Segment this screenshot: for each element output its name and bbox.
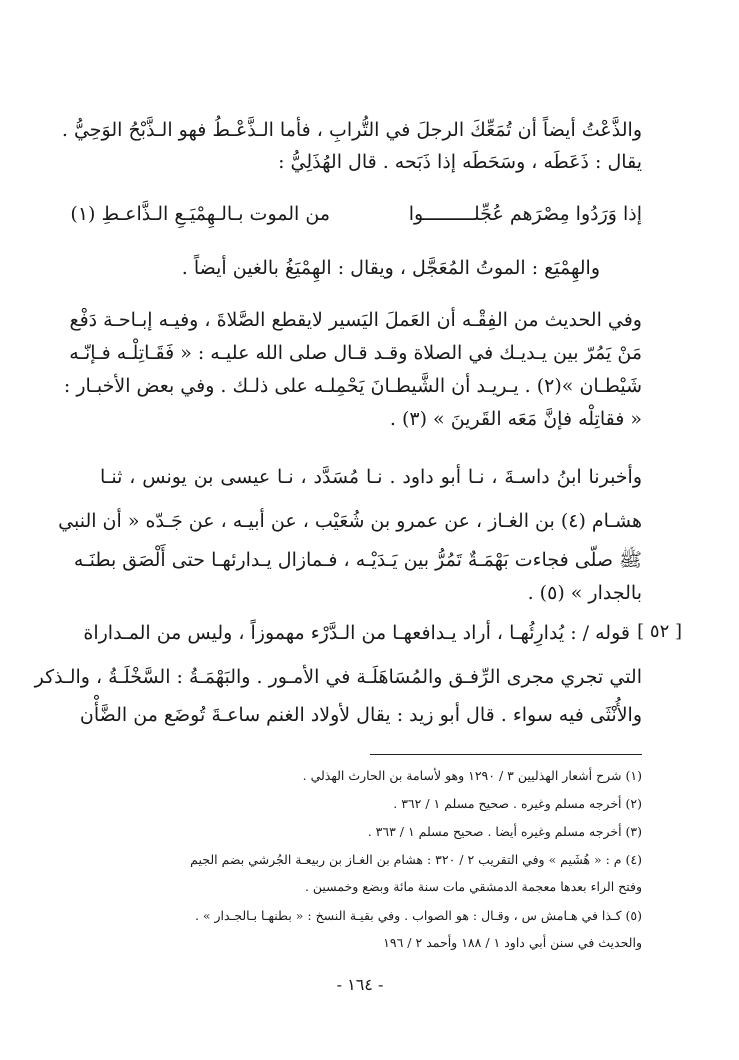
page-number: - ١٦٤ - [336, 975, 384, 994]
text-line-5: مَنْ يَمُرّ بين يـديـك في الصلاة وقـد قـال صلى الله عليـه : « فَقَـاتِلْـه فـإنّـه [69, 342, 642, 364]
text-line-3: والهِمْيَع : الموتُ المُعَجَّل ، ويقال : الهِمْيَغُ بالغين أيضاً . [181, 257, 600, 279]
text-line-2: يقال : ذَعَطَه ، وسَحَطَه إذا ذَبَحه . قال الهُذَلِيُّ : [278, 151, 642, 173]
verse-hemistich-1: إذا وَرَدُوا مِصْرَهم عُجِّلـــــــــوا [408, 203, 642, 225]
text-line-8: وأخبرنا ابنُ داسـةَ ، نـا أبو داود . نـا مُسَدَّد ، نـا عيسى بن يونس ، ثنـا [100, 466, 642, 488]
text-line-6: شَيْطـان »(٢) . يـريـد أن الشَّيطـانَ يَحْمِلـه على ذلـك . وفي بعض الأخبـار : [63, 375, 642, 397]
footnote-5-continued: والحديث في سنن أبي داود ١ / ١٨٨ وأحمد ٢ / ١٩٦ [383, 935, 642, 950]
text-line-14: والأُنْثَى فيه سواء . قال أبو زيد : يقال لأولاد الغنم ساعـةَ تُوضَع من الضَّأْن [79, 704, 642, 726]
text-line-13: التي تجري مجرى الرِّفـق والمُسَاهَلَـة في الأمـور . والبَهْمَـةُ : السَّخْلَـةُ ، والـذكر [34, 666, 642, 688]
text-line-1: والذَّعْتُ أيضاً أن تُمَعِّكَ الرجلَ في التُّرابِ ، فأما الـذَّعْـطُ فهو الـذَّبْحُ الوَحِيُّ . [61, 119, 642, 141]
footnote-separator [370, 754, 642, 755]
footnote-4-continued: وفتح الراء بعدها معجمة الدمشقي مات سنة مائة وبضع وخمسين . [304, 879, 642, 894]
text-line-10: ﷺ صلّى فجاءت بَهْمَـةٌ تَمُرُّ بين يَـدَيْـه ، فـمازال يـدارئهـا حتى أَلْصَق بطنَـه [73, 549, 642, 571]
text-line-4: وفي الحديث من الفِقْـه أن العَملَ اليَسير لايقطع الصَّلاةَ ، وفيـه إبـاحـة دَفْع [69, 309, 642, 331]
text-line-12: قوله / : يُدارِئُهـا ، أراد يـدافعهـا من الـدَّرْء مهموزاً ، وليس من المـداراة [83, 622, 630, 644]
verse-hemistich-2: من الموت بـالـهِمْيَـعِ الـذَّاعـطِ (١) [70, 203, 330, 225]
text-line-7: « فقاتِلْه فإنَّ مَعَه القَرينَ » (٣) . [389, 408, 642, 430]
footnote-2: (٢) أخرجه مسلم وغيره . صحيح مسلم ١ / ٣٦٢ . [393, 796, 642, 811]
text-line-11: بالجدار » (٥) . [527, 582, 642, 604]
footnote-1: (١) شرح أشعار الهذليين ٣ / ١٢٩٠ وهو لأسامة بن الحارث الهذلي . [302, 768, 642, 783]
footnote-3: (٣) أخرجه مسلم وغيره أيضا . صحيح مسلم ١ / ٣٦٣ . [367, 824, 642, 839]
text-line-9: هشـام (٤) بن الغـاز ، عن عمرو بن شُعَيْب ، عن أبيـه ، عن جَـدّه « أن النبي [58, 510, 642, 532]
footnote-4: (٤) م : « هُشَيم » وفي التقريب ٢ / ٣٢٠ : هشام بن الغـاز بن ربيعـة الجُرشي بضم الجيم [190, 852, 642, 867]
margin-folio-reference: [ ٥٢ ] [637, 621, 682, 642]
footnote-5: (٥) كـذا في هـامش س ، وقـال : هو الصواب . وفي بقيـة النسخ : « بطنهـا بـالجـدار » . [194, 908, 642, 923]
